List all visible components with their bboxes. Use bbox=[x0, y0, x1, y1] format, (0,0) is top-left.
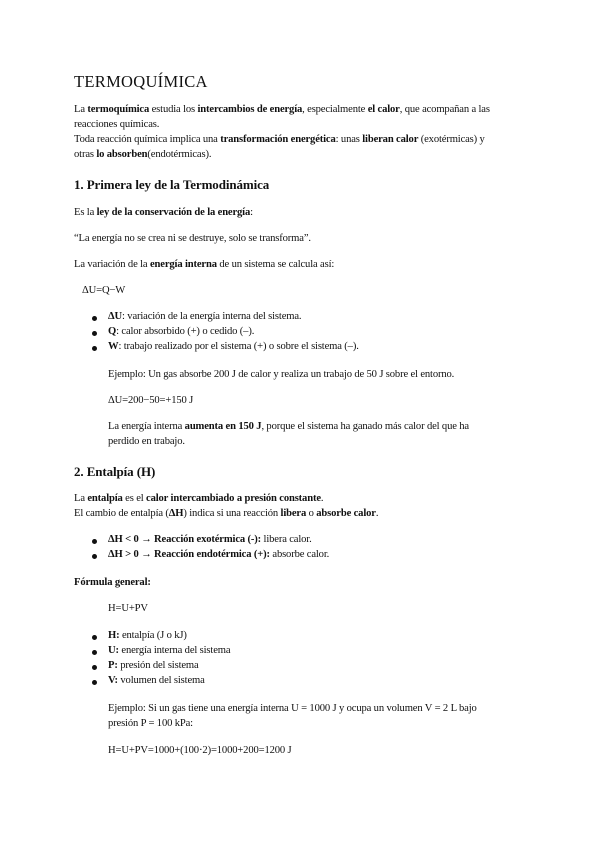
section-1-heading: 1. Primera ley de la Termodinámica bbox=[74, 177, 270, 192]
bullet-dot bbox=[92, 346, 97, 351]
example-1: Ejemplo: Un gas absorbe 200 J de calor y realiza un trabajo de 50 J sobre el entorno. bbox=[108, 369, 455, 380]
intro-line-1: La termoquímica estudia los intercambios de energía, especialmente el calor, que acompañan a las bbox=[74, 104, 490, 115]
example-1-conclusion: La energía interna aumenta en 150 J, porque el sistema ha ganado más calor del que ha bbox=[108, 421, 469, 432]
example-1-conclusion-2: perdido en trabajo. bbox=[108, 436, 185, 447]
internal-energy-intro: La variación de la energía interna de un sistema se calcula así: bbox=[74, 259, 335, 270]
bullet-q: Q: calor absorbido (+) o cedido (–). bbox=[108, 326, 255, 337]
enthalpy-formula: H=U+PV bbox=[108, 603, 148, 614]
var-v: V: volumen del sistema bbox=[108, 675, 205, 686]
bullet-exothermic: ΔH < 0 → Reacción exotérmica (-): libera calor. bbox=[108, 534, 312, 545]
formula-label: Fórmula general: bbox=[74, 577, 151, 588]
enthalpy-definition: La entalpía es el calor intercambiado a presión constante. bbox=[74, 493, 324, 504]
law-statement: Es la ley de la conservación de la energía: bbox=[74, 207, 253, 218]
example-1-calc: ΔU=200−50=+150 J bbox=[108, 395, 194, 406]
example-2-line-1: Ejemplo: Si un gas tiene una energía interna U = 1000 J y ocupa un volumen V = 2 L bajo bbox=[108, 703, 477, 714]
bullet-dot bbox=[92, 635, 97, 640]
intro-line-4: otras lo absorben(endotérmicas). bbox=[74, 149, 212, 160]
bullet-dot bbox=[92, 539, 97, 544]
var-p: P: presión del sistema bbox=[108, 660, 199, 671]
var-h: H: entalpía (J o kJ) bbox=[108, 630, 187, 641]
var-u: U: energía interna del sistema bbox=[108, 645, 231, 656]
bullet-dot bbox=[92, 554, 97, 559]
bullet-dot bbox=[92, 331, 97, 336]
intro-line-2: reacciones químicas. bbox=[74, 119, 160, 130]
example-2-line-2: presión P = 100 kPa: bbox=[108, 718, 193, 729]
bullet-w: W: trabajo realizado por el sistema (+) o sobre el sistema (–). bbox=[108, 341, 359, 352]
example-2-calc: H=U+PV=1000+(100⋅2)=1000+200=1200 J bbox=[108, 745, 292, 756]
bullet-dot bbox=[92, 316, 97, 321]
law-quote: “La energía no se crea ni se destruye, solo se transforma”. bbox=[74, 233, 311, 244]
first-law-formula: ΔU=Q−W bbox=[82, 285, 126, 296]
intro-line-3: Toda reacción química implica una transformación energética: unas liberan calor (exotérmicas) y bbox=[74, 134, 485, 145]
bullet-endothermic: ΔH > 0 → Reacción endotérmica (+): absorbe calor. bbox=[108, 549, 330, 560]
section-2-heading: 2. Entalpía (H) bbox=[74, 464, 156, 479]
bullet-dot bbox=[92, 665, 97, 670]
enthalpy-change: El cambio de entalpía (ΔH) indica si una reacción libera o absorbe calor. bbox=[74, 508, 379, 519]
bullet-delta-u: ΔU: variación de la energía interna del sistema. bbox=[108, 311, 302, 322]
bullet-dot bbox=[92, 650, 97, 655]
bullet-dot bbox=[92, 680, 97, 685]
page-title: TERMOQUÍMICA bbox=[74, 72, 208, 91]
